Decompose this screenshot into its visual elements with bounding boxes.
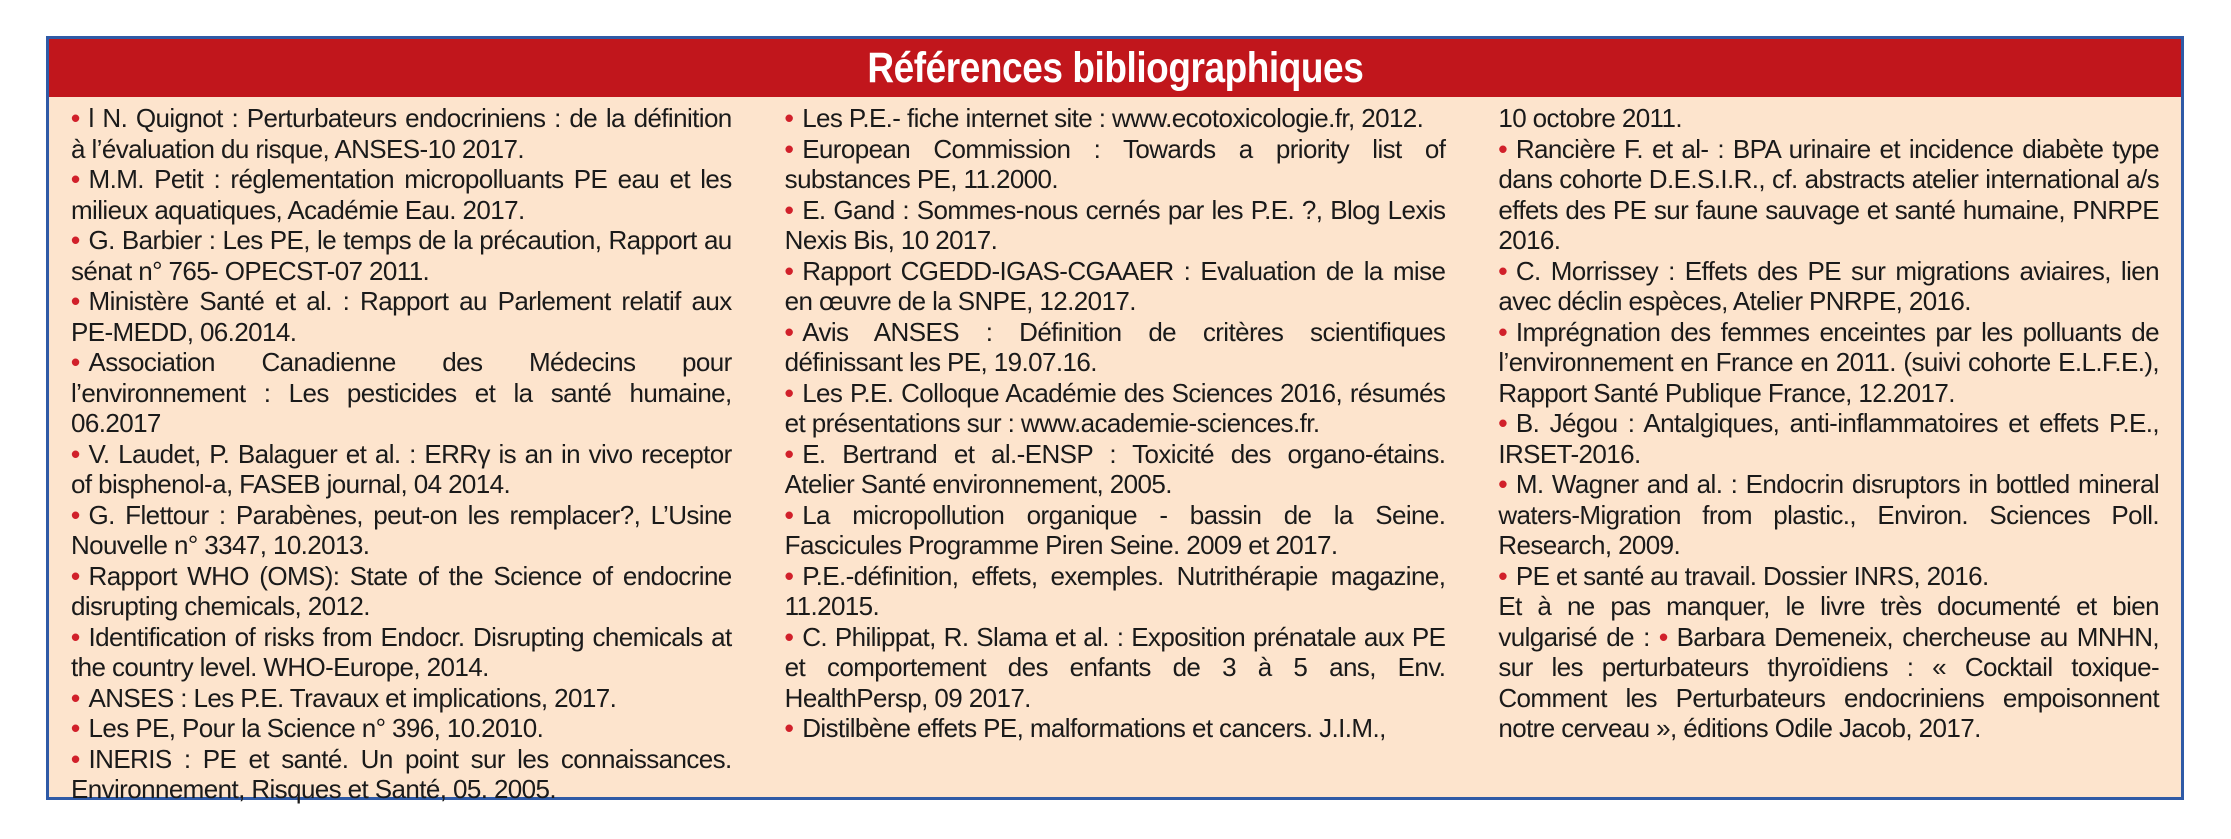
reference-item: • E. Gand : Sommes-nous cernés par les P.E. ?, Blog Lexis Nexis Bis, 10 2017. [784,194,1446,255]
reference-column-1 [71,103,732,805]
title-bar [49,39,2181,97]
reference-item: • Rancière F. et al- : BPA urinaire et incidence diabète type dans cohorte D.E.S.I.R., cf. abstracts atelier international a/s effets des PE sur faune sauvage et santé humaine, PNRPE 2016. [1498,133,2160,255]
reference-item: • B. Jégou : Antalgiques, anti-inflammatoires et effets P.E., IRSET-2016. [1498,408,2160,469]
bullet-icon: • [784,194,794,225]
reference-item: • ANSES : Les P.E. Travaux et implications, 2017. [71,682,617,713]
reference-item: • Les P.E.- fiche internet site : www.ecotoxicologie.fr, 2012. [784,103,1424,133]
reference-item: • Distilbène effets PE, malformations et cancers. J.I.M., [784,713,1386,743]
reference-item: • M. Wagner and al. : Endocrin disruptors in bottled mineral waters-Migration from plastic., Environ. Sciences Poll. Research, 2009. [1498,469,2160,560]
bullet-icon: • [784,621,794,652]
bullet-icon: • [71,164,80,194]
reference-item: • Les PE, Pour la Science n° 396, 10.2010. [71,713,544,743]
reference-item: • Avis ANSES : Définition de critères scientifiques définissant les PE, 19.07.16. [784,316,1446,377]
closing-recommendation: Et à ne pas manquer, le livre très documenté et bien vulgarisé de : • Barbara Demeneix, chercheuse au MNHN, sur les perturbateurs thyroïdiens : « Cocktail toxique-Comment les Perturbateurs endocriniens empoisonnent notre cerveau », éditions Odile Jacob, 2017. [1498,591,2160,743]
bullet-icon: • [71,682,80,713]
reference-column-3 [1498,103,2159,805]
reference-columns [71,103,2159,805]
bullet-icon: • [71,438,80,469]
reference-item: • G. Flettour : Parabènes, peut-on les remplacer?, L’Usine Nouvelle n° 3347, 10.2013. [71,499,732,560]
reference-item: • PE et santé au travail. Dossier INRS, 2016. [1498,560,1989,591]
bullet-icon: • [71,560,80,591]
bullet-icon: • [1659,621,1668,652]
bullet-icon: • [784,438,794,469]
bullet-icon: • [784,316,794,347]
reference-item: • l N. Quignot : Perturbateurs endocriniens : de la définition à l’évaluation du risque, ANSES-10 2017. [71,103,732,164]
reference-item: • Les P.E. Colloque Académie des Sciences 2016, résumés et présentations sur : www.academie-sciences.fr. [784,377,1446,438]
bullet-icon: • [784,103,794,133]
reference-column-2 [785,103,1446,805]
bullet-icon: • [1498,133,1507,164]
bullet-icon: • [71,225,80,255]
bullet-icon: • [784,560,794,591]
bullet-icon: • [1498,560,1507,591]
bullet-icon: • [1498,408,1507,438]
reference-item: • G. Barbier : Les PE, le temps de la précaution, Rapport au sénat n° 765- OPECST-07 2011. [71,225,732,286]
bullet-icon: • [71,347,80,377]
bullet-icon: • [784,377,794,408]
reference-item: • C. Philippat, R. Slama et al. : Exposition prénatale aux PE et comportement des enfants de 3 à 5 ans, Env. HealthPersp, 09 2017. [784,621,1446,713]
bullet-icon: • [1498,469,1507,499]
reference-item: • La micropollution organique - bassin de la Seine. Fascicules Programme Piren Seine. 2009 et 2017. [784,499,1446,560]
reference-item: • Association Canadienne des Médecins pour l’environnement : Les pesticides et la santé humaine, 06.2017 [71,347,732,438]
reference-continuation: 10 octobre 2011. [1498,103,1682,133]
bullet-icon: • [71,621,80,652]
reference-item: • P.E.-définition, effets, exemples. Nutrithérapie magazine, 11.2015. [784,560,1446,621]
bullet-icon: • [71,713,80,743]
reference-item: • C. Morrissey : Effets des PE sur migrations aviaires, lien avec déclin espèces, Atelier PNRPE, 2016. [1498,255,2160,316]
reference-item: • Rapport CGEDD-IGAS-CGAAER : Evaluation de la mise en œuvre de la SNPE, 12.2017. [784,255,1446,316]
bullet-icon: • [71,499,80,530]
reference-item: • Identification of risks from Endocr. Disrupting chemicals at the country level. WHO-Europe, 2014. [71,621,732,682]
reference-item: • INERIS : PE et santé. Un point sur les connaissances. Environnement, Risques et Santé, 05. 2005. [71,743,732,804]
bullet-icon: • [784,255,794,286]
reference-item: • V. Laudet, P. Balaguer et al. : ERRγ is an in vivo receptor of bisphenol-a, FASEB journal, 04 2014. [71,438,732,499]
bullet-icon: • [784,499,794,530]
reference-item: • Rapport WHO (OMS): State of the Science of endocrine disrupting chemicals, 2012. [71,560,732,621]
reference-item: • Ministère Santé et al. : Rapport au Parlement relatif aux PE-MEDD, 06.2014. [71,286,732,347]
references-box [46,36,2184,804]
bullet-icon: • [71,103,80,133]
bullet-icon: • [1498,316,1507,347]
reference-item: • Imprégnation des femmes enceintes par les polluants de l’environnement en France en 2011. (suivi cohorte E.L.F.E.), Rapport Santé Publique France, 12.2017. [1498,316,2160,408]
reference-item: • E. Bertrand et al.-ENSP : Toxicité des organo-étains. Atelier Santé environnement, 2005. [784,438,1446,499]
bullet-icon: • [1498,255,1507,286]
reference-item: • European Commission : Towards a priority list of substances PE, 11.2000. [784,133,1446,194]
bullet-icon: • [71,743,80,774]
references-title: Références bibliographiques [867,43,1363,92]
bullet-icon: • [784,133,794,164]
bullet-icon: • [71,286,80,316]
reference-item: • M.M. Petit : réglementation micropolluants PE eau et les milieux aquatiques, Académie Eau. 2017. [71,164,732,225]
bullet-icon: • [784,713,794,743]
